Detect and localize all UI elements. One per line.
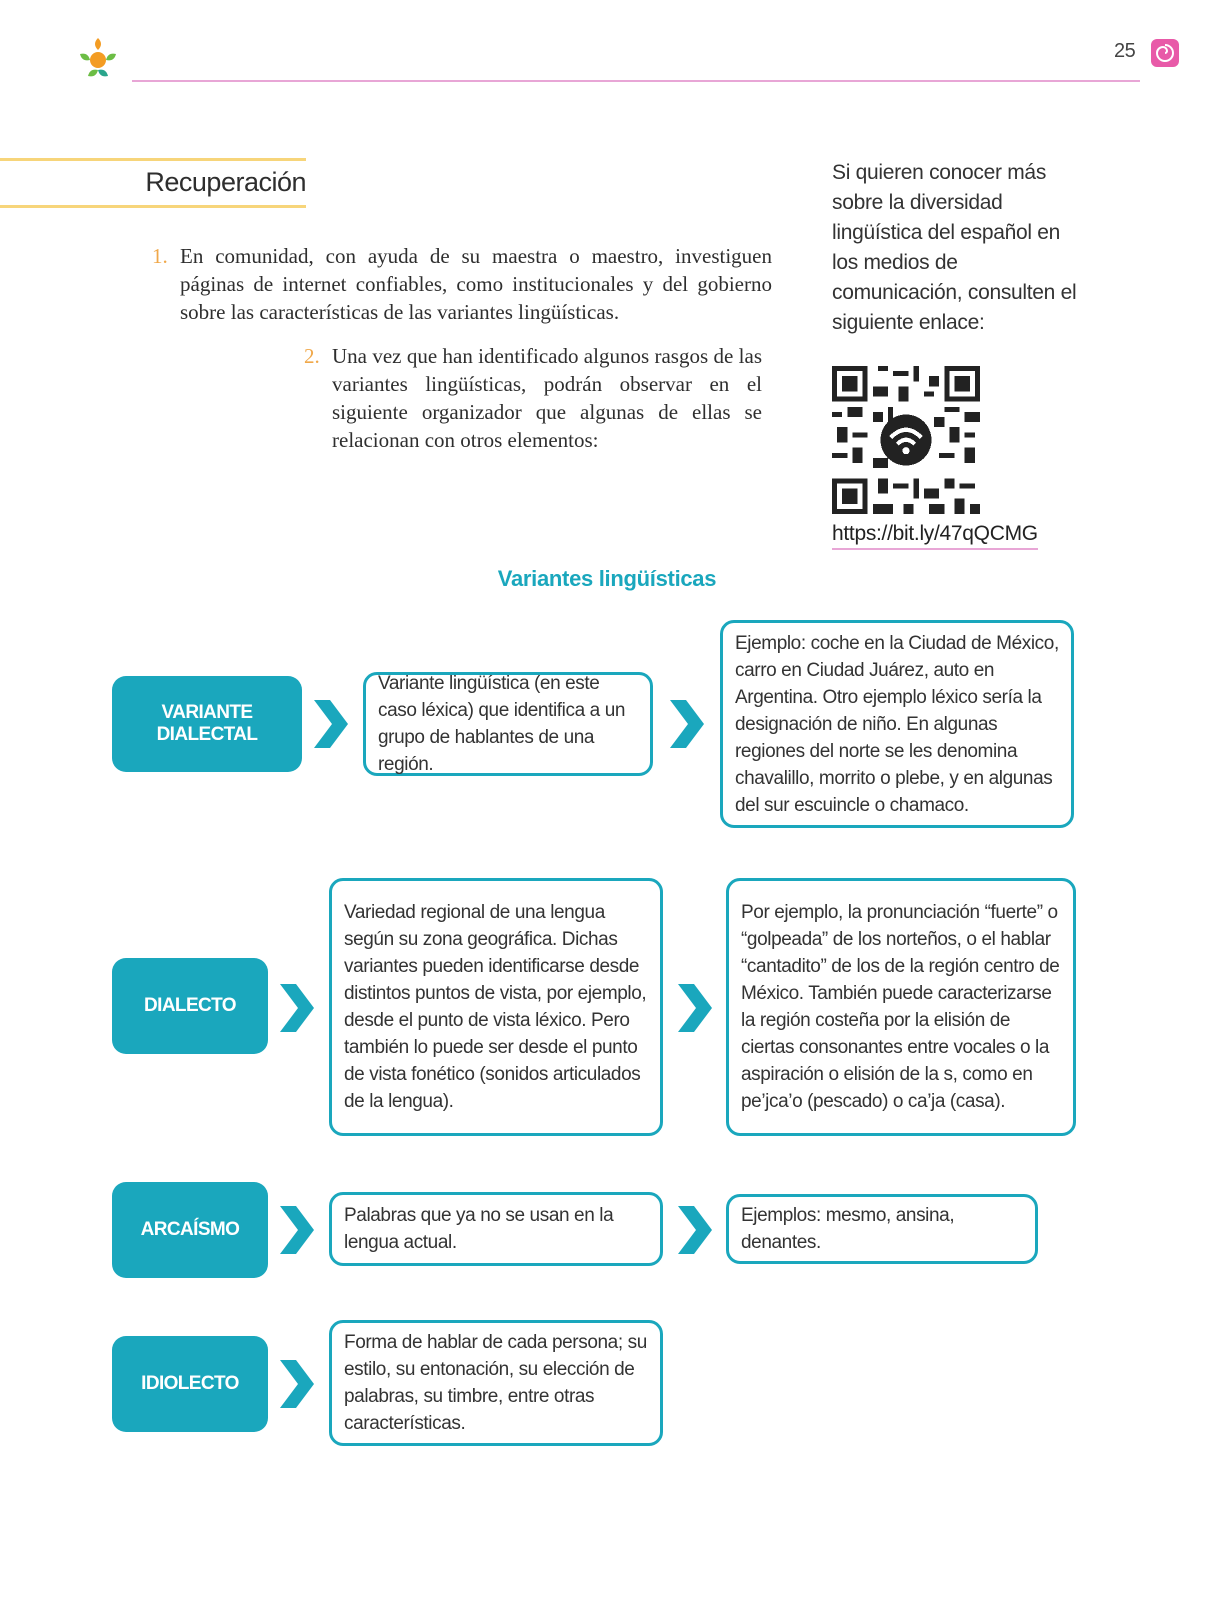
side-note: Si quieren conocer más sobre la diversidad lingüística del español en los medios de comunicación, consulten el siguiente enlace:: [832, 161, 1077, 334]
example-box: [720, 620, 1074, 828]
definition-box: [363, 672, 653, 776]
chevron-right-icon: [276, 980, 318, 1036]
organizer-title: Variantes lingüísticas: [497, 566, 717, 591]
definition-text: Forma de hablar de cada persona; su estilo, su entonación, su elección de palabras, su timbre, entre otras características.: [344, 1332, 647, 1434]
term-idiolecto: IDIOLECTO: [112, 1336, 268, 1432]
definition-text: Variedad regional de una lengua según su zona geográfica. Dichas variantes pueden identificarse desde distintos puntos de vista, por ejemplo, desde el punto de vista léxico. Pero también lo puede ser desde el punto de vista fonético (sonidos articulados de la lengua).: [344, 902, 647, 1112]
chevron-right-icon: [310, 696, 352, 752]
qr-code-icon[interactable]: [832, 366, 980, 514]
example-box: [726, 878, 1076, 1136]
section-title: Recuperación: [145, 167, 306, 197]
example-text: Ejemplo: coche en la Ciudad de México, carro en Ciudad Juárez, auto en Argentina. Otro ejemplo léxico sería la designación de niño. En algunas regiones del norte se les denomina chavalillo, morrito o plebe, y en algunas del sur escuincle o chamaco.: [735, 632, 1059, 816]
section-heading: [0, 158, 306, 208]
chevron-right-icon: [674, 980, 716, 1036]
activity-number: 1.: [152, 244, 168, 268]
spiral-emblem-icon: [1150, 38, 1180, 68]
page-number: 25: [1114, 40, 1136, 62]
definition-box: [329, 1320, 663, 1446]
example-box: [726, 1194, 1038, 1264]
flower-logo-icon: [70, 32, 126, 88]
activity-text: En comunidad, con ayuda de su maestra o maestro, investiguen páginas de internet confiables, como institucionales y del gobierno sobre las características de las variantes lingüísticas.: [180, 244, 772, 324]
term-dialecto: DIALECTO: [112, 958, 268, 1054]
chevron-right-icon: [276, 1202, 318, 1258]
chevron-right-icon: [674, 1202, 716, 1258]
definition-box: [329, 1192, 663, 1266]
chevron-right-icon: [276, 1356, 318, 1412]
example-text: Por ejemplo, la pronunciación “fuerte” o “golpeada” de los norteños, o el hablar “cantadito” de los de la región centro de México. También puede caracterizarse la región costeña por la elisión de ciertas consonantes entre vocales o la aspiración o elisión de la s, como en pe’jca’o (pescado) o ca’ja (casa).: [741, 902, 1060, 1112]
definition-box: [329, 878, 663, 1136]
qr-link[interactable]: https://bit.ly/47qQCMG: [832, 522, 1038, 550]
activity-number: 2.: [304, 344, 320, 368]
definition-text: Palabras que ya no se usan en la lengua actual.: [344, 1205, 614, 1253]
activity-text: Una vez que han identificado algunos rasgos de las variantes lingüísticas, podrán observar en el siguiente organizador que algunas de ellas se relacionan con otros elementos:: [332, 344, 762, 452]
chevron-right-icon: [666, 696, 708, 752]
header-rule: [132, 80, 1140, 82]
example-text: Ejemplos: mesmo, ansina, denantes.: [741, 1205, 955, 1253]
activity-2: [304, 342, 762, 454]
term-arcaismo: ARCAÍSMO: [112, 1182, 268, 1278]
term-variante-dialectal: VARIANTE DIALECTAL: [112, 676, 302, 772]
definition-text: Variante lingüística (en este caso léxica) que identifica a un grupo de hablantes de una región.: [378, 673, 626, 775]
activity-1: [152, 242, 772, 326]
